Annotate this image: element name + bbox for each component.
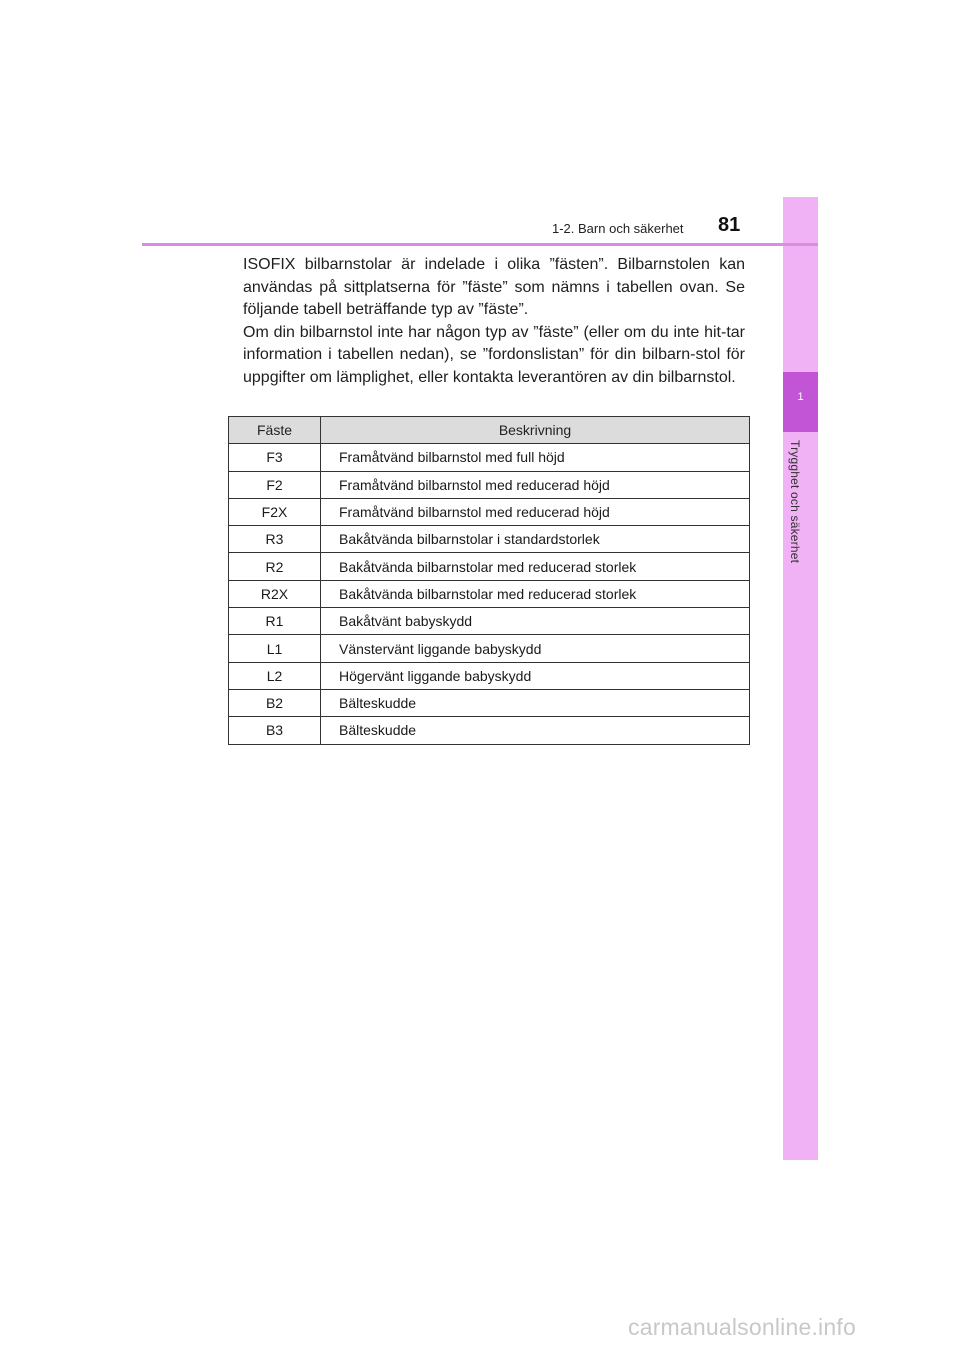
table-row (229, 553, 750, 580)
row-description: Framåtvänd bilbarnstol med reducerad höjd (321, 498, 750, 525)
row-code: R1 (229, 608, 321, 635)
row-code: F2 (229, 471, 321, 498)
row-code: L1 (229, 635, 321, 662)
table-row (229, 662, 750, 689)
chapter-label: Trygghet och säkerhet (788, 440, 802, 564)
paragraph-1: ISOFIX bilbarnstolar är indelade i olika ”fästen”. Bilbarnstolen kan användas på sittplatserna för ”fäste” som nämns i tabellen ovan. Se följande tabell beträffande typ av ”fäste”. (243, 256, 745, 319)
row-code: L2 (229, 662, 321, 689)
row-code: B2 (229, 689, 321, 716)
table-row (229, 444, 750, 471)
row-description: Framåtvänd bilbarnstol med reducerad höjd (321, 471, 750, 498)
chapter-number: 1 (797, 391, 804, 403)
row-code: B3 (229, 717, 321, 744)
table-header-row (229, 417, 750, 444)
header-fastening: Fäste (229, 417, 321, 444)
fastening-table (228, 416, 750, 745)
page-number: 81 (718, 214, 741, 236)
row-code: F3 (229, 444, 321, 471)
row-description: Framåtvänd bilbarnstol med full höjd (321, 444, 750, 471)
chapter-side-tab (783, 197, 818, 1160)
table-row (229, 471, 750, 498)
row-code: R3 (229, 526, 321, 553)
body-text (243, 254, 745, 390)
row-description: Bakåtvänt babyskydd (321, 608, 750, 635)
row-description: Bälteskudde (321, 689, 750, 716)
table-row (229, 580, 750, 607)
row-description: Bakåtvända bilbarnstolar med reducerad storlek (321, 580, 750, 607)
table-row (229, 498, 750, 525)
row-code: R2 (229, 553, 321, 580)
section-title: 1-2. Barn och säkerhet (552, 221, 684, 236)
table-row (229, 689, 750, 716)
row-description: Bakåtvända bilbarnstolar i standardstorlek (321, 526, 750, 553)
row-code: F2X (229, 498, 321, 525)
header-description: Beskrivning (321, 417, 750, 444)
table-row (229, 608, 750, 635)
row-description: Bakåtvända bilbarnstolar med reducerad storlek (321, 553, 750, 580)
row-description: Vänstervänt liggande babyskydd (321, 635, 750, 662)
table-row (229, 526, 750, 553)
paragraph-2: Om din bilbarnstol inte har någon typ av ”fäste” (eller om du inte hit-tar information i tabellen nedan), se ”fordonslistan” för din bilbarn-stol för uppgifter om lämplighet, eller kontakta leverantören av din bilbarnstol. (243, 323, 745, 386)
table-row (229, 635, 750, 662)
row-description: Bälteskudde (321, 717, 750, 744)
table-row (229, 717, 750, 744)
row-code: R2X (229, 580, 321, 607)
row-description: Högervänt liggande babyskydd (321, 662, 750, 689)
header-rule (142, 243, 818, 246)
watermark-link[interactable]: carmanualsonline.info (628, 1314, 856, 1340)
